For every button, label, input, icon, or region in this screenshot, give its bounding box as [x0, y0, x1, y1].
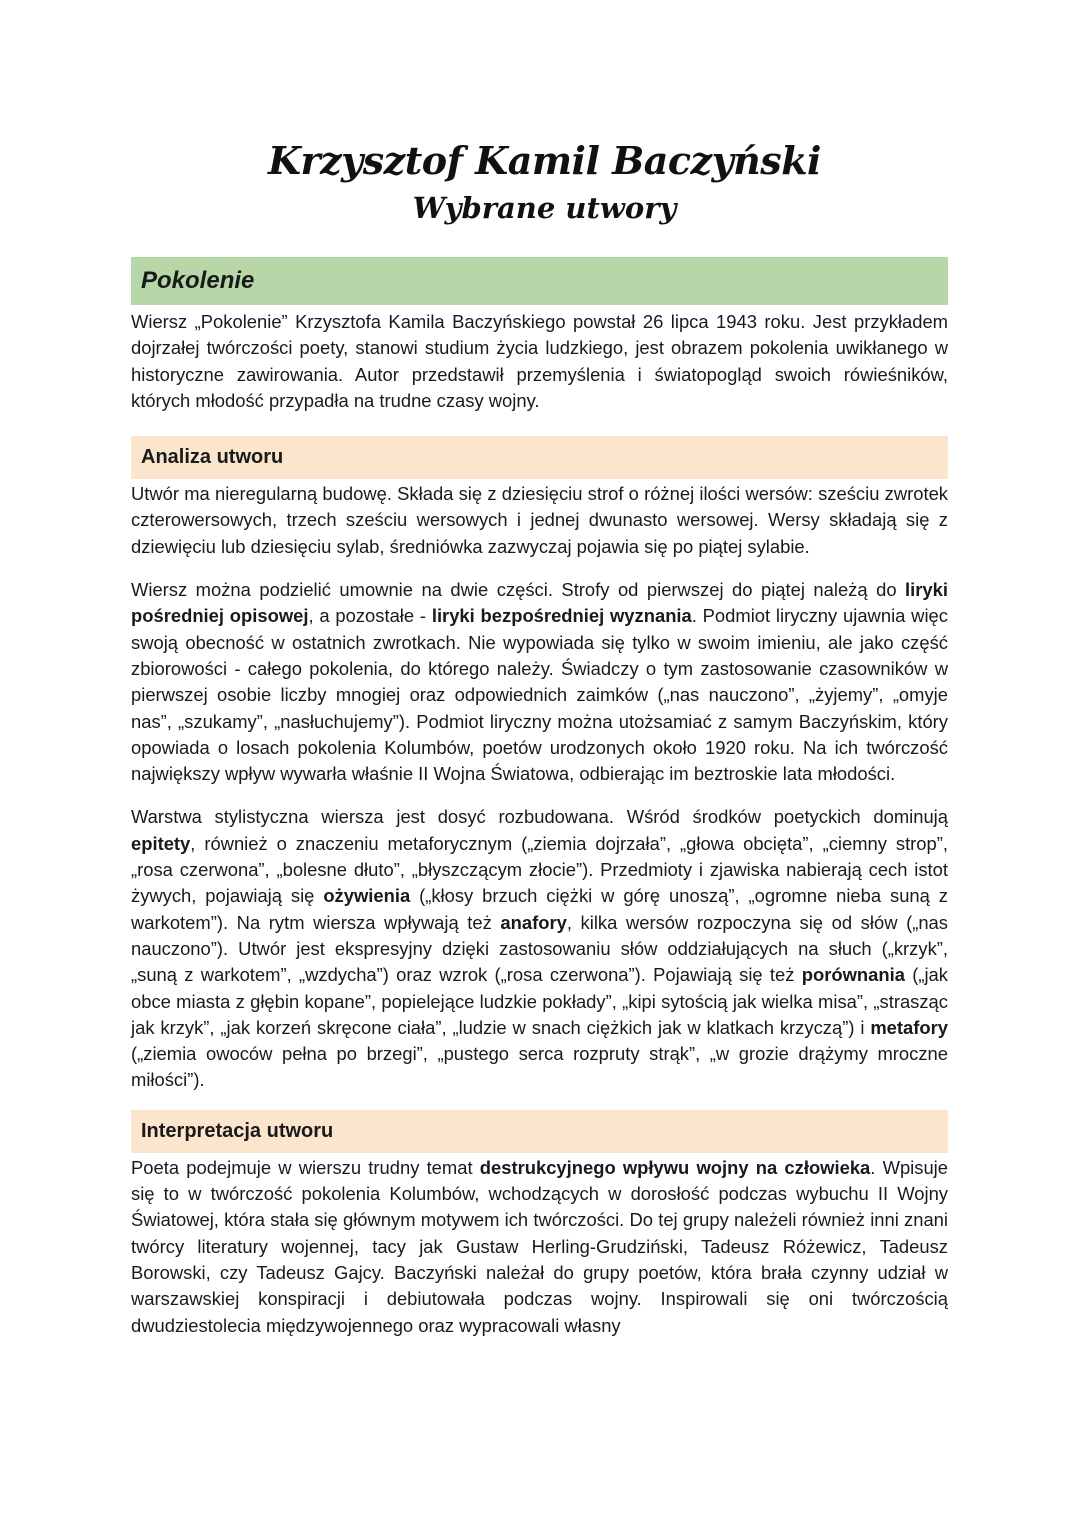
text-span: , kilka wersów rozpoczyna się od słów („nas nauczono”). Utwór jest ekspresyjny dzięki zastosowaniu słów oddziałujących na słuch („krzyk”, „suną z warkotem”, „wzdycha”) oraz wzrok („rosa czerwona”). Pojawiają się też	[131, 911, 948, 986]
text-span: , również o znaczeniu metaforycznym („ziemia dojrzała”, „głowa obcięta”, „ciemny strop”, „rosa czerwona”, „bolesne dłuto”, „błyszczącym złocie”). Przedmioty i zjawiska nabierają cech istot żywych, pojawiają się	[131, 832, 948, 907]
document-title: Krzysztof Kamil Baczyński	[268, 138, 821, 183]
document-subtitle: Wybrane utwory	[412, 191, 677, 225]
bold-term: porównania	[801, 964, 905, 986]
text-span: Poeta podejmuje w wierszu trudny temat	[131, 1156, 480, 1178]
bold-term: liryki pośredniej opisowej	[131, 579, 948, 627]
bold-term: destrukcyjnego wpływu wojny na człowieka	[479, 1156, 871, 1178]
pokolenie-intro-paragraph: Wiersz „Pokolenie” Krzysztofa Kamila Baczyńskiego powstał 26 lipca 1943 roku. Jest przykładem dojrzałej twórczości poety, stanowi studium życia ludzkiego, jest obrazem pokolenia uwikłanego w historyczne zawirowania. Autor przedstawił przemyślenia i światopogląd swoich rówieśników, których młodość przypadła na trudne czasy wojny.	[131, 311, 948, 411]
text-span: („ziemia owoców pełna po brzegi”, „pustego serca rozpruty strąk”, „w grozie drążymy mroczne miłości”).	[131, 1043, 948, 1091]
section-heading-interpretacja: Interpretacja utworu	[131, 1110, 948, 1153]
document-page	[131, 0, 948, 1339]
text-span: („kłosy brzuch ciężki w górę unoszą”, „ogromne nieba suną z warkotem”). Na rytm wiersza wpływają też	[131, 885, 948, 933]
section-heading-pokolenie: Pokolenie	[131, 257, 948, 305]
text-span: Wiersz można podzielić umownie na dwie części. Strofy od pierwszej do piątej należą do	[131, 579, 906, 601]
section-heading-analiza: Analiza utworu	[131, 436, 948, 479]
text-span: . Wpisuje się to w twórczość pokolenia Kolumbów, wchodzących w dorosłość podczas wybuchu II Wojny Światowej, która stała się głównym motywem ich twórczości. Do tej grupy należeli również inni znani twórcy literatury wojennej, tacy jak Gustaw Herling-Grudziński, Tadeusz Różewicz, Tadeusz Borowski, czy Tadeusz Gajcy. Baczyński należał do grupy poetów, która brała czynny udział w warszawskiej konspiracji i debiutowała podczas wojny. Inspirowali się oni twórczością dwudziestolecia międzywojennego oraz wypracowali własny	[131, 1156, 949, 1336]
bold-term: epitety	[131, 832, 191, 854]
bold-term: anafory	[500, 911, 567, 933]
analiza-paragraph-3	[131, 804, 948, 1093]
bold-term: ożywienia	[323, 885, 411, 907]
text-span: . Podmiot liryczny ujawnia więc swoją obecność w ostatnich zwrotkach. Nie wypowiada się tylko w swoim imieniu, ale jako część zbiorowości - całego pokolenia, do którego należy. Świadczy o tym zastosowanie czasowników w pierwszej osobie liczby mnogiej oraz odpowiednich zaimków („nas nauczono”, „żyjemy”, „omyje nas”, „szukamy”, „nasłuchujemy”). Podmiot liryczny można utożsamiać z samym Baczyńskim, który opowiada o losach pokolenia Kolumbów, poetów urodzonych około 1920 roku. Na ich twórczość największy wpływ wywarła właśnie II Wojna Światowa, odbierając im beztroskie lata młodości.	[131, 605, 948, 785]
analiza-paragraph-1: Utwór ma nieregularną budowę. Składa się z dziesięciu strof o różnej ilości wersów: sześciu zwrotek czterowersowych, trzech sześciu wersowych i jednej dwunasto wersowej. Wersy składają się z dziewięciu lub dziesięciu sylab, średniówka zazwyczaj pojawia się po piątej sylabie.	[131, 483, 948, 557]
bold-term: metafory	[870, 1016, 948, 1038]
text-span: („jak obce miasta z głębin kopane”, popielejące ludzkie pokłady”, „kipi sytością jak wielka misa”, „strasząc jak krzyk”, „jak korzeń skręcone ciała”, „ludzie w snach ciężkich jak w klatkach krzyczą”) i	[131, 964, 948, 1038]
text-span: , a pozostałe -	[308, 605, 432, 627]
text-span: Warstwa stylistyczna wiersza jest dosyć rozbudowana. Wśród środków poetyckich dominują	[131, 806, 948, 828]
interpretacja-paragraph-1	[131, 1155, 948, 1339]
bold-term: liryki bezpośredniej wyznania	[431, 605, 692, 627]
analiza-paragraph-2	[131, 577, 948, 787]
